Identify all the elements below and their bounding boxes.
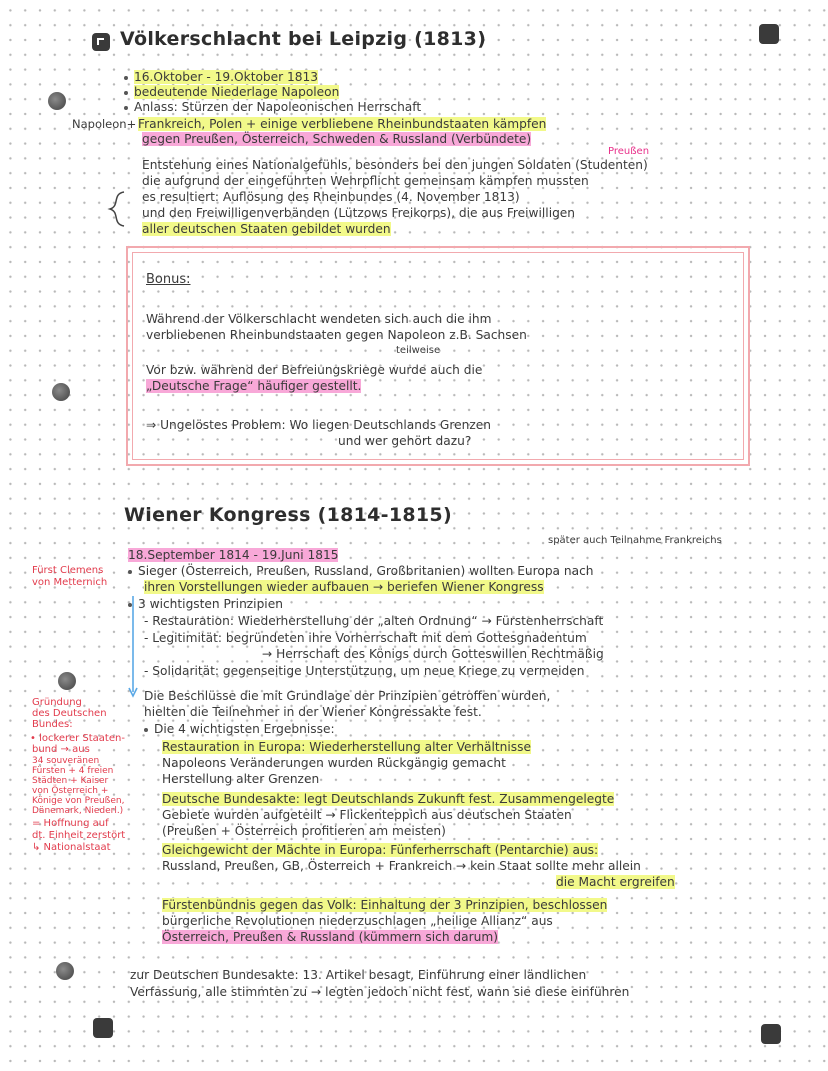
bonus-line-1: Während der Völkerschlacht wendeten sich auch die ihm bbox=[146, 312, 492, 326]
bonus-line-2: verbliebenen Rheinbundstaaten gegen Napoleon z.B. Sachsen bbox=[146, 328, 527, 342]
arrow-down-icon bbox=[126, 594, 140, 700]
s2-line-25: Verfassung, alle stimmten zu → legten jedoch nicht fest, wann sie diese einführen bbox=[130, 985, 630, 999]
checkbox-icon bbox=[92, 33, 110, 51]
s2-line-7: → Herrschaft des Königs durch Gotteswillen Rechtmäßig bbox=[262, 647, 604, 661]
share-icon[interactable] bbox=[759, 24, 779, 44]
line-6: Entstehung eines Nationalgefühls, besonders bei den jungen Soldaten (Studenten) bbox=[142, 158, 648, 172]
line-1: 16.Oktober - 19.Oktober 1813 bbox=[124, 70, 318, 85]
s2-line-18: Gleichgewicht der Mächte in Europa: Fünferherrschaft (Pentarchie) aus: bbox=[162, 843, 599, 857]
line-10: aller deutschen Staaten gebildet wurden bbox=[142, 222, 391, 236]
margin-gruendung-7: Fürsten + 4 freien bbox=[32, 766, 114, 776]
margin-gruendung-11: Dänemark, Niederl.) bbox=[32, 806, 124, 816]
s2-line-12: Restauration in Europa: Wiederherstellung alter Verhältnisse bbox=[162, 740, 531, 754]
section-title-wiener: Wiener Kongress (1814-1815) bbox=[124, 504, 452, 526]
s2-line-6: - Legitimität: begründeten ihre Vorherrschaft mit dem Gottesgnadentum bbox=[144, 631, 587, 645]
line-3: Anlass: Stürzen der Napoleonischen Herrschaft bbox=[124, 100, 421, 115]
margin-gruendung-13: dt. Einheit zerstört bbox=[32, 830, 126, 841]
margin-gruendung-2: des Deutschen bbox=[32, 708, 107, 719]
s2-line-15: Deutsche Bundesakte: legt Deutschlands Zukunft fest. Zusammengelegte bbox=[162, 792, 615, 806]
punch-hole-4 bbox=[56, 962, 74, 980]
s2-line-16: Gebiete wurden aufgeteilt → Flickenteppich aus deutschen Staaten bbox=[162, 808, 572, 822]
s2-line-14: Herstellung alter Grenzen bbox=[162, 772, 320, 786]
margin-gruendung-8: Städten + Kaiser bbox=[32, 776, 109, 786]
margin-gruendung-12: = Hoffnung auf bbox=[32, 818, 109, 829]
line-2: bedeutende Niederlage Napoleon bbox=[124, 85, 339, 100]
s2-line-8: - Solidarität: gegenseitige Unterstützung, um neue Kriege zu vermeiden bbox=[144, 664, 585, 678]
line-9: und den Freiwilligenverbänden (Lützows Freikorps), die aus Freiwilligen bbox=[142, 206, 576, 220]
margin-gruendung-4: • lockerer Staaten- bbox=[30, 733, 125, 744]
bonus-line-4: Vor bzw. während der Befreiungskriege wurde auch die bbox=[146, 363, 483, 377]
bookmark-icon[interactable] bbox=[93, 1018, 113, 1038]
s2-line-13: Napoleons Veränderungen wurden Rückgängig gemacht bbox=[162, 756, 506, 770]
export-icon[interactable] bbox=[761, 1024, 781, 1044]
punch-hole-2 bbox=[52, 383, 70, 401]
s2-line-24: zur Deutschen Bundesakte: 13. Artikel besagt, Einführung einer ländlichen bbox=[130, 968, 587, 982]
line-4: Frankreich, Polen + einige verbliebene Rheinbundstaaten kämpfen bbox=[138, 117, 547, 131]
s2-line-4: 3 wichtigsten Prinzipien bbox=[128, 597, 283, 612]
s2-line-9: Die Beschlüsse die mit Grundlage der Prinzipien getroffen wurden, bbox=[144, 689, 551, 703]
margin-gruendung-6: 34 souveränen bbox=[32, 756, 100, 766]
bonus-line-5: „Deutsche Frage“ häufiger gestellt. bbox=[146, 379, 362, 393]
s2-line-10: hielten die Teilnehmer in der Wiener Kongressakte fest. bbox=[144, 705, 482, 719]
bonus-line-7: und wer gehört dazu? bbox=[338, 434, 472, 448]
s2-line-19: Russland, Preußen, GB, Österreich + Frankreich → kein Staat sollte mehr allein bbox=[162, 859, 641, 873]
margin-gruendung-3: Bundes: bbox=[32, 719, 73, 730]
note-preussen: Preußen bbox=[608, 146, 650, 157]
s2-line-23: Österreich, Preußen & Russland (kümmern sich darum) bbox=[162, 930, 498, 944]
punch-hole-1 bbox=[48, 92, 66, 110]
margin-gruendung-9: von Österreich + bbox=[32, 786, 109, 796]
line-8: es resultiert: Auflösung des Rheinbundes (4. November 1813) bbox=[142, 190, 520, 204]
bonus-heading: Bonus: bbox=[146, 272, 191, 287]
margin-gruendung-5: bund → aus bbox=[32, 744, 90, 755]
s2-line-11: Die 4 wichtigsten Ergebnisse: bbox=[144, 722, 335, 737]
punch-hole-3 bbox=[58, 672, 76, 690]
bonus-line-3: teilweise bbox=[396, 345, 441, 356]
margin-gruendung-10: Könige von Preußen, bbox=[32, 796, 125, 806]
s2-line-3: ihren Vorstellungen wieder aufbauen → beriefen Wiener Kongress bbox=[144, 580, 544, 594]
margin-gruendung-14: ↳ Nationalstaat bbox=[32, 842, 111, 853]
s2-line-2: Sieger (Österreich, Preußen, Russland, Großbritanien) wollten Europa nach bbox=[128, 564, 594, 579]
margin-gruendung-1: Gründung bbox=[32, 697, 82, 708]
s2-line-5: - Restauration: Wiederherstellung der „alten Ordnung“ → Fürstenherrschaft bbox=[144, 614, 604, 628]
section-title-leipzig: Völkerschlacht bei Leipzig (1813) bbox=[120, 28, 487, 50]
bonus-line-6: ⇒ Ungelöstes Problem: Wo liegen Deutschlands Grenzen bbox=[146, 418, 491, 432]
margin-napoleon: Napoleon+ bbox=[72, 117, 137, 131]
s2-line-1: 18.September 1814 - 19.Juni 1815 bbox=[128, 548, 339, 562]
curly-brace-icon bbox=[106, 190, 128, 228]
line-5: gegen Preußen, Österreich, Schweden & Russland (Verbündete) bbox=[142, 132, 532, 146]
s2-line-22: bürgerliche Revolutionen niederzuschlagen „heilige Allianz“ aus bbox=[162, 914, 553, 928]
s2-line-21: Fürstenbündnis gegen das Volk: Einhaltung der 3 Prinzipien, beschlossen bbox=[162, 898, 608, 912]
margin-metternich-1: Fürst Clemens bbox=[32, 565, 104, 576]
line-7: die aufgrund der eingeführten Wehrpflicht gemeinsam kämpfen mussten bbox=[142, 174, 589, 188]
s2-line-20: die Macht ergreifen bbox=[556, 875, 675, 889]
s2-line-17: (Preußen + Österreich profitieren am meisten) bbox=[162, 824, 446, 838]
margin-metternich-2: von Metternich bbox=[32, 577, 108, 588]
note-later-france: später auch Teilnahme Frankreichs bbox=[548, 535, 722, 546]
